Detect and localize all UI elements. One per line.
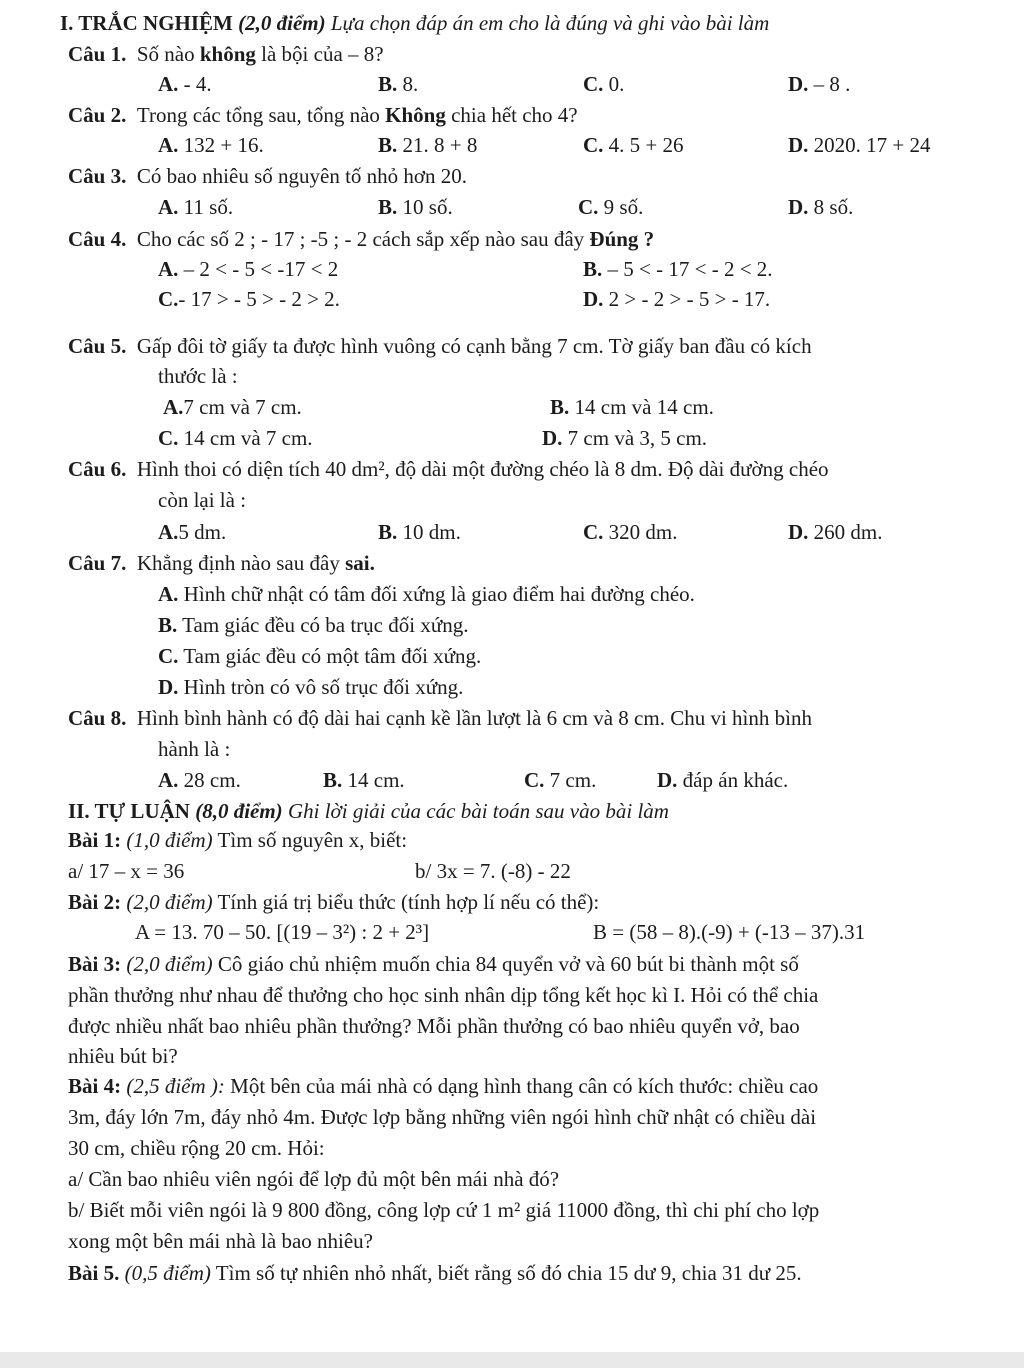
q5-option-b — [550, 393, 714, 421]
bai4-line-2: 3m, đáy lớn 7m, đáy nhỏ 4m. Được lợp bằng những viên ngói hình chữ nhật có chiều dài — [68, 1105, 817, 1129]
question-emphasis: Không — [385, 103, 446, 127]
option-key: D. — [788, 195, 809, 219]
option-text: 8 số. — [808, 195, 854, 219]
question-label: Câu 2. — [68, 103, 127, 127]
q3-option-d — [788, 193, 853, 221]
question-label: Câu 4. — [68, 227, 127, 251]
exercise-text: Một bên của mái nhà có dạng hình thang cân có kích thước: chiều cao — [224, 1074, 819, 1098]
part1-instruction: Lựa chọn đáp án em cho là đúng và ghi vào bài làm — [330, 11, 770, 35]
option-text: - 17 > - 5 > - 2 > 2. — [178, 287, 340, 311]
question-label: Câu 7. — [68, 551, 127, 575]
option-text: Hình tròn có vô số trục đối xứng. — [178, 675, 464, 699]
q8-option-c — [524, 766, 596, 794]
option-key: C. — [583, 520, 604, 544]
option-text: 14 cm. — [342, 768, 405, 792]
q3-option-b — [378, 193, 453, 221]
option-key: A. — [163, 395, 184, 419]
question-6-cont: còn lại là : — [158, 488, 247, 512]
option-key: D. — [657, 768, 678, 792]
question-text: Khẳng định nào sau đây — [136, 551, 346, 575]
option-key: C. — [578, 195, 599, 219]
q1-option-a — [158, 70, 212, 98]
bai3 — [68, 950, 799, 978]
part1-score: (2,0 điểm) — [238, 11, 326, 35]
q2-option-b — [378, 131, 477, 159]
q2-option-c — [583, 131, 684, 159]
option-key: C. — [583, 72, 604, 96]
question-6 — [68, 455, 829, 483]
option-key: C. — [158, 644, 179, 668]
q6-option-d — [788, 518, 883, 546]
option-key: C. — [158, 287, 179, 311]
q6-option-a — [158, 518, 226, 546]
bai3-line-4: nhiêu bút bi? — [68, 1044, 178, 1068]
q7-option-a — [158, 580, 695, 608]
q6-option-b — [378, 518, 461, 546]
bai4-part-b-cont: xong một bên mái nhà là bao nhiêu? — [68, 1229, 374, 1253]
option-key: D. — [583, 287, 604, 311]
q8-option-a — [158, 766, 241, 794]
question-text: Hình bình hành có độ dài hai cạnh kề lần lượt là 6 cm và 8 cm. Chu vi hình bình — [136, 706, 812, 730]
bai1-part-b: b/ 3x = 7. (-8) - 22 — [415, 859, 571, 883]
option-text: 7 cm và 3, 5 cm. — [562, 426, 708, 450]
exercise-score: (0,5 điểm) — [124, 1261, 211, 1285]
question-text-end: là bội của – 8? — [255, 42, 384, 66]
part1-heading-line — [60, 9, 769, 37]
option-key: A. — [158, 582, 179, 606]
option-key: B. — [378, 72, 398, 96]
option-key: A. — [158, 520, 179, 544]
option-text: 5 dm. — [178, 520, 227, 544]
bai4-part-a: a/ Cần bao nhiêu viên ngói để lợp đủ một bên mái nhà đó? — [68, 1167, 560, 1191]
option-text: 260 dm. — [808, 520, 883, 544]
option-key: C. — [583, 133, 604, 157]
question-text: Có bao nhiêu số nguyên tố nhỏ hơn 20. — [136, 164, 468, 188]
option-key: A. — [158, 195, 179, 219]
question-4 — [68, 225, 654, 253]
question-label: Câu 3. — [68, 164, 127, 188]
question-8-cont: hành là : — [158, 737, 231, 761]
option-key: D. — [542, 426, 563, 450]
question-8 — [68, 704, 812, 732]
option-text: Tam giác đều có ba trục đối xứng. — [177, 613, 469, 637]
option-text: Tam giác đều có một tâm đối xứng. — [178, 644, 482, 668]
option-text: – 8 . — [808, 72, 851, 96]
option-text: 14 cm và 7 cm. — [178, 426, 313, 450]
q4-option-c — [158, 285, 340, 313]
bai5 — [68, 1259, 802, 1287]
q3-option-c — [578, 193, 643, 221]
exercise-label: Bài 5. — [68, 1261, 120, 1285]
option-text: 132 + 16. — [178, 133, 264, 157]
option-key: C. — [158, 426, 179, 450]
part2-instruction: Ghi lời giải của các bài toán sau vào bài làm — [287, 799, 669, 823]
q5-option-c — [158, 424, 313, 452]
question-text: Trong các tổng sau, tổng nào — [136, 103, 386, 127]
option-key: D. — [788, 520, 809, 544]
question-7 — [68, 549, 375, 577]
cropped-top-text — [0, 0, 1024, 6]
bai3-line-2: phần thưởng như nhau để thưởng cho học sinh nhân dịp tổng kết học kì I. Hỏi có thể chia — [68, 983, 819, 1007]
q8-option-b — [323, 766, 405, 794]
bai2 — [68, 888, 599, 916]
exercise-score: (2,5 điểm ): — [126, 1074, 225, 1098]
question-emphasis: Đúng ? — [589, 227, 655, 251]
bai1-part-a: a/ 17 – x = 36 — [68, 859, 185, 883]
q1-option-c — [583, 70, 624, 98]
question-text: Gấp đôi tờ giấy ta được hình vuông có cạnh bằng 7 cm. Tờ giấy ban đầu có kích — [136, 334, 812, 358]
option-key: D. — [158, 675, 179, 699]
question-label: Câu 6. — [68, 457, 127, 481]
exercise-label: Bài 4: — [68, 1074, 122, 1098]
question-1 — [68, 40, 384, 68]
option-key: D. — [788, 72, 809, 96]
bai3-line-3: được nhiều nhất bao nhiêu phần thưởng? Mỗi phần thưởng có bao nhiêu quyển vở, bao — [68, 1014, 800, 1038]
option-key: B. — [378, 520, 398, 544]
exercise-text: Tìm số nguyên x, biết: — [212, 828, 408, 852]
part2-heading: II. TỰ LUẬN — [68, 799, 190, 823]
option-text: – 2 < - 5 < -17 < 2 — [178, 257, 339, 281]
option-text: 11 số. — [178, 195, 234, 219]
option-key: A. — [158, 257, 179, 281]
option-text: - 4. — [178, 72, 212, 96]
question-emphasis: sai. — [345, 551, 375, 575]
option-key: B. — [550, 395, 570, 419]
page-bottom-edge — [0, 1352, 1024, 1368]
q1-option-d — [788, 70, 850, 98]
question-text: Hình thoi có diện tích 40 dm², độ dài một đường chéo là 8 dm. Độ dài đường chéo — [136, 457, 829, 481]
q2-option-a — [158, 131, 264, 159]
question-3 — [68, 162, 467, 190]
question-label: Câu 5. — [68, 334, 127, 358]
option-key: B. — [583, 257, 603, 281]
option-text: 7 cm và 7 cm. — [183, 395, 302, 419]
q4-option-a — [158, 255, 338, 283]
option-text: 320 dm. — [603, 520, 678, 544]
exercise-text: Tính giá trị biểu thức (tính hợp lí nếu có thể): — [212, 890, 600, 914]
q8-option-d — [657, 766, 788, 794]
option-text: đáp án khác. — [677, 768, 789, 792]
option-key: D. — [788, 133, 809, 157]
bai4-line-3: 30 cm, chiều rộng 20 cm. Hỏi: — [68, 1136, 325, 1160]
option-text: 10 dm. — [397, 520, 461, 544]
part1-heading: I. TRẮC NGHIỆM — [60, 11, 233, 35]
q4-option-d — [583, 285, 770, 313]
question-5-cont: thước là : — [158, 364, 238, 388]
part2-score: (8,0 điểm) — [195, 799, 283, 823]
bai4-part-b: b/ Biết mỗi viên ngói là 9 800 đồng, công lợp cứ 1 m² giá 11000 đồng, thì chi phí cho lợp — [68, 1198, 820, 1222]
option-key: B. — [323, 768, 343, 792]
option-text: 28 cm. — [178, 768, 241, 792]
exercise-label: Bài 2: — [68, 890, 122, 914]
exercise-text: Cô giáo chủ nhiệm muốn chia 84 quyển vở và 60 bút bi thành một số — [212, 952, 799, 976]
q7-option-b — [158, 611, 468, 639]
option-key: B. — [158, 613, 178, 637]
option-text: 4. 5 + 26 — [603, 133, 684, 157]
bai2-expression-a: A = 13. 70 – 50. [(19 – 3²) : 2 + 2³] — [135, 920, 430, 944]
option-text: 14 cm và 14 cm. — [569, 395, 714, 419]
exercise-score: (1,0 điểm) — [126, 828, 213, 852]
question-label: Câu 1. — [68, 42, 127, 66]
part2-heading-line — [68, 797, 669, 825]
question-label: Câu 8. — [68, 706, 127, 730]
option-key: B. — [378, 133, 398, 157]
option-key: A. — [158, 768, 179, 792]
option-key: C. — [524, 768, 545, 792]
option-key: A. — [158, 133, 179, 157]
q6-option-c — [583, 518, 678, 546]
option-text: – 5 < - 17 < - 2 < 2. — [602, 257, 773, 281]
question-text: Cho các số 2 ; - 17 ; -5 ; - 2 cách sắp xếp nào sau đây — [136, 227, 590, 251]
question-text-end: chia hết cho 4? — [445, 103, 578, 127]
exercise-label: Bài 1: — [68, 828, 122, 852]
q4-option-b — [583, 255, 773, 283]
option-text: 10 số. — [397, 195, 453, 219]
bai2-expression-b: B = (58 – 8).(-9) + (-13 – 37).31 — [593, 920, 866, 944]
option-text: Hình chữ nhật có tâm đối xứng là giao điểm hai đường chéo. — [178, 582, 695, 606]
question-5 — [68, 332, 812, 360]
q1-option-b — [378, 70, 418, 98]
option-text: 9 số. — [598, 195, 644, 219]
option-text: 21. 8 + 8 — [397, 133, 478, 157]
q5-option-a — [163, 393, 302, 421]
option-text: 8. — [397, 72, 419, 96]
q7-option-d — [158, 673, 463, 701]
option-text: 2020. 17 + 24 — [808, 133, 931, 157]
q2-option-d — [788, 131, 931, 159]
option-text: 2 > - 2 > - 5 > - 17. — [603, 287, 771, 311]
question-emphasis: không — [199, 42, 256, 66]
q7-option-c — [158, 642, 481, 670]
question-text: Số nào — [136, 42, 200, 66]
exercise-text: Tìm số tự nhiên nhỏ nhất, biết rằng số đó chia 15 dư 9, chia 31 dư 25. — [210, 1261, 802, 1285]
option-key: B. — [378, 195, 398, 219]
option-text: 0. — [603, 72, 625, 96]
option-text: 7 cm. — [544, 768, 597, 792]
q5-option-d — [542, 424, 707, 452]
q3-option-a — [158, 193, 233, 221]
bai4 — [68, 1072, 818, 1100]
option-key: A. — [158, 72, 179, 96]
question-2 — [68, 101, 578, 129]
exercise-score: (2,0 điểm) — [126, 952, 213, 976]
exercise-score: (2,0 điểm) — [126, 890, 213, 914]
bai1 — [68, 826, 407, 854]
exercise-label: Bài 3: — [68, 952, 122, 976]
